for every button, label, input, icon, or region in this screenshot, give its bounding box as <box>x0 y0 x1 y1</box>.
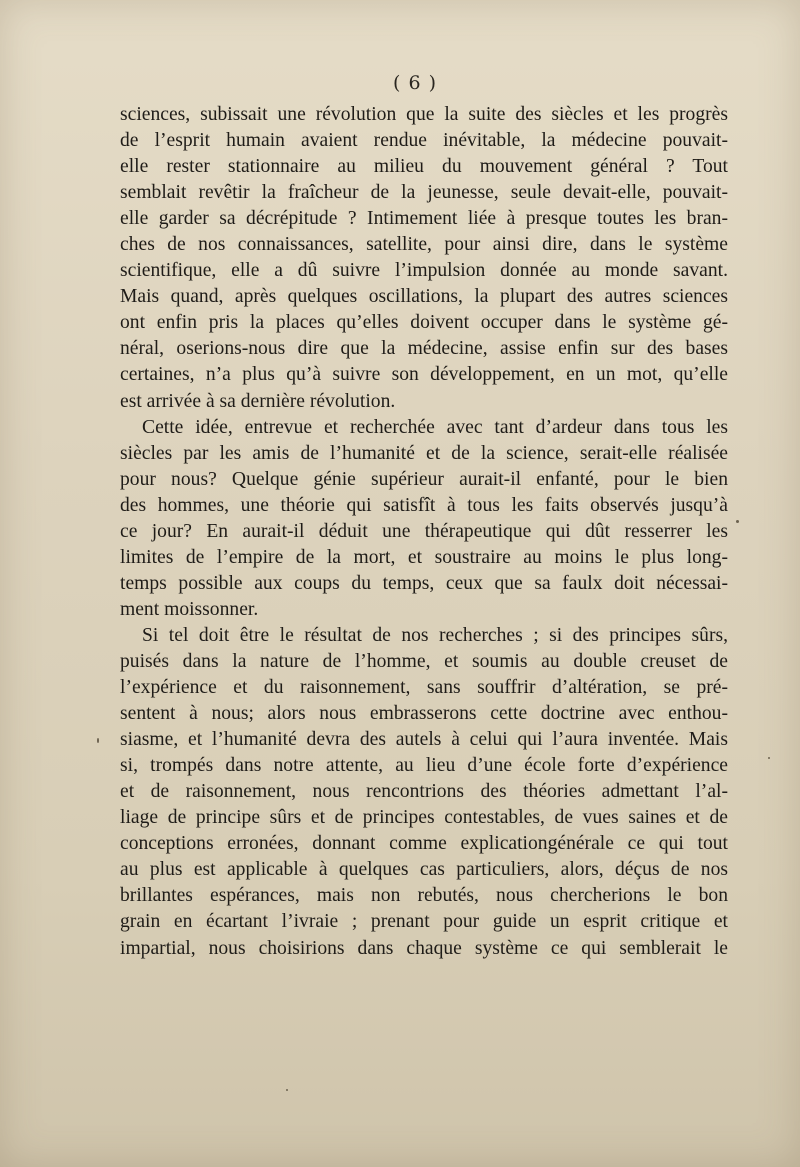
text-line: ce jour? En aurait-il déduit une thérapeutique qui dût resserrer les <box>120 520 728 542</box>
text-line: ches de nos connaissances, satellite, pour ainsi dire, dans le système <box>120 234 728 256</box>
text-line: sentent à nous; alors nous embrasserons cette doctrine avec enthou- <box>120 703 728 725</box>
text-line: elle rester stationnaire au milieu du mouvement général ? Tout <box>120 156 728 178</box>
paper-speck <box>286 1089 288 1091</box>
text-line: Si tel doit être le résultat de nos recherches ; si des principes sûrs, <box>142 624 728 646</box>
text-line: pour nous? Quelque génie supérieur aurait-il enfanté, pour le bien <box>120 468 728 490</box>
text-line: siasme, et l’humanité devra des autels à celui qui l’aura inventée. Mais <box>120 729 728 751</box>
text-line: si, trompés dans notre attente, au lieu d’une école forte d’expérience <box>120 755 728 777</box>
text-line: l’expérience et du raisonnement, sans souffrir d’altération, se pré- <box>120 677 728 699</box>
text-line: grain en écartant l’ivraie ; prenant pour guide un esprit critique et <box>120 911 728 933</box>
text-line: certaines, n’a plus qu’à suivre son développement, en un mot, qu’elle <box>120 364 728 386</box>
text-line: Cette idée, entrevue et recherchée avec tant d’ardeur dans tous les <box>142 416 728 438</box>
text-line: au plus est applicable à quelques cas particuliers, alors, déçus de nos <box>120 859 728 881</box>
paper-speck <box>97 738 99 743</box>
text-line: brillantes espérances, mais non rebutés, nous chercherions le bon <box>120 885 728 907</box>
text-line: siècles par les amis de l’humanité et de la science, serait-elle réalisée <box>120 442 728 464</box>
text-line: puisés dans la nature de l’homme, et soumis au double creuset de <box>120 650 728 672</box>
text-line: de l’esprit humain avaient rendue inévitable, la médecine pouvait- <box>120 130 728 152</box>
page-number: ( 6 ) <box>393 72 437 94</box>
text-line: temps possible aux coups du temps, ceux que sa faulx doit nécessai- <box>120 572 728 594</box>
paper-speck <box>768 757 770 759</box>
text-line: limites de l’empire de la mort, et soustraire au moins le plus long- <box>120 546 728 568</box>
text-line: néral, oserions-nous dire que la médecine, assise enfin sur des bases <box>120 338 728 360</box>
text-line: liage de principe sûrs et de principes contestables, de vues saines et de <box>120 807 728 829</box>
text-line: sciences, subissait une révolution que la suite des siècles et les progrès <box>120 104 728 125</box>
text-line: des hommes, une théorie qui satisfît à tous les faits observés jusqu’à <box>120 494 728 516</box>
text-line: ont enfin pris la places qu’elles doivent occuper dans le système gé- <box>120 312 728 334</box>
text-line: Mais quand, après quelques oscillations, la plupart des autres sciences <box>120 286 728 308</box>
body-text <box>120 102 728 962</box>
paper-speck <box>736 520 739 523</box>
text-line: elle garder sa décrépitude ? Intimement liée à presque toutes les bran- <box>120 208 728 230</box>
text-line: impartial, nous choisirions dans chaque système ce qui semblerait le <box>120 937 728 959</box>
text-line: scientifique, elle a dû suivre l’impulsion donnée au monde savant. <box>120 260 728 282</box>
text-line: semblait revêtir la fraîcheur de la jeunesse, seule devait-elle, pouvait- <box>120 182 728 204</box>
text-line: ment moissonner. <box>120 598 259 620</box>
text-line: conceptions erronées, donnant comme explicationgénérale ce qui tout <box>120 833 728 855</box>
text-line: et de raisonnement, nous rencontrions des théories admettant l’al- <box>120 781 728 803</box>
text-line: est arrivée à sa dernière révolution. <box>120 390 396 412</box>
